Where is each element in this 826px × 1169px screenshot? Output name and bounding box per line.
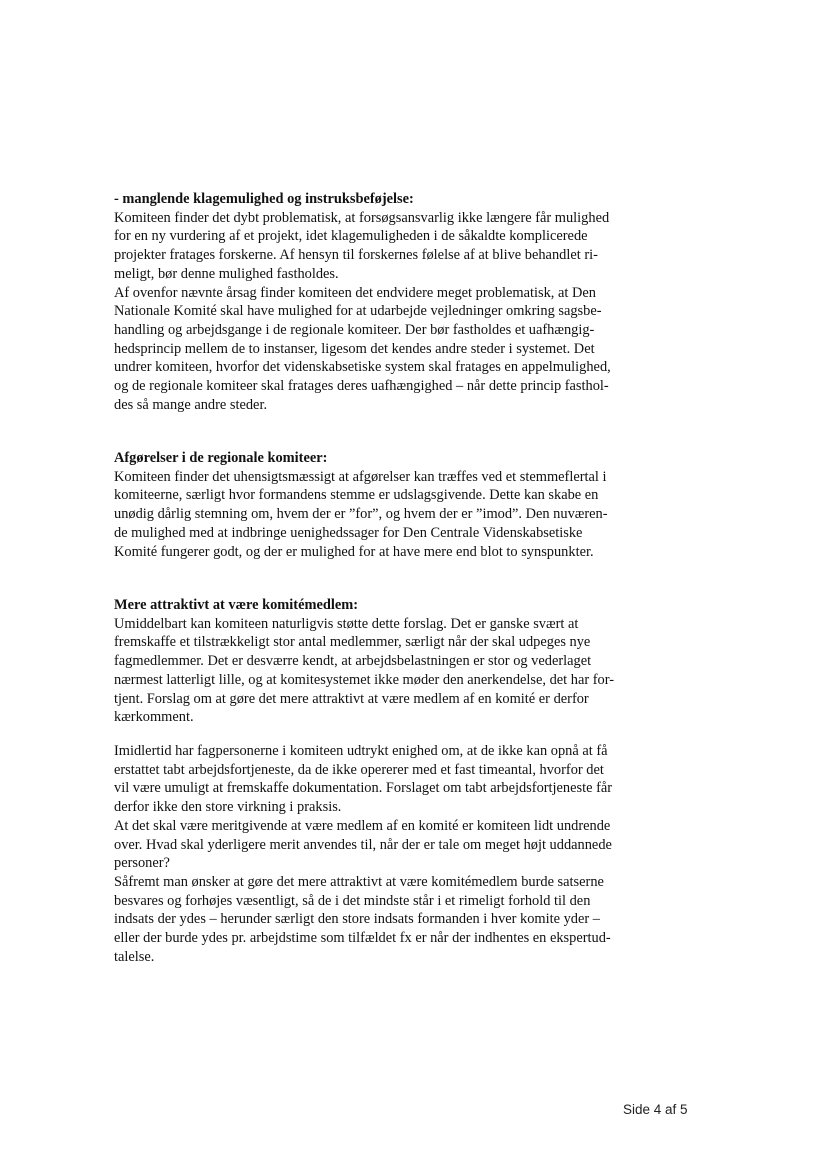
paragraph-line: Såfremt man ønsker at gøre det mere attraktivt at være komitémedlem burde satserne [114, 873, 604, 890]
paragraph-line: tjent. Forslag om at gøre det mere attraktivt at være medlem af en komité er derfor [114, 690, 589, 707]
paragraph-line: Imidlertid har fagpersonerne i komiteen udtrykt enighed om, at de ikke kan opnå at få [114, 743, 608, 759]
paragraph-line: kærkomment. [114, 709, 194, 726]
paragraph-line: for en ny vurdering af et projekt, idet klagemuligheden i de såkaldte komplicerede [114, 228, 588, 245]
paragraph-line: indsats der ydes – herunder særligt den store indsats formanden i hver komite yder – [114, 911, 600, 928]
paragraph-line: meligt, bør denne mulighed fastholdes. [114, 265, 339, 282]
paragraph-line: nærmest latterligt lille, og at komitesystemet ikke møder den anerkendelse, det har for- [114, 671, 615, 688]
section-komitemedlem-continued [114, 742, 619, 966]
paragraph-line: handling og arbejdsgange i de regionale komiteer. Der bør fastholdes et uafhængig- [114, 321, 595, 338]
section-heading: Mere attraktivt at være komitémedlem: [114, 597, 359, 613]
paragraph-line: undrer komiteen, hvorfor det videnskabsetiske system skal fratages en appelmulighed, [114, 359, 611, 376]
paragraph-line: fremskaffe et tilstrækkeligt stor antal medlemmer, særligt når der skal udpeges nye [114, 634, 591, 651]
paragraph-line: Komiteen finder det uhensigtsmæssigt at afgørelser kan træffes ved et stemmeflertal i [114, 468, 607, 485]
paragraph-line: komiteerne, særligt hvor formandens stemme er udslagsgivende. Dette kan skabe en [114, 487, 599, 504]
paragraph-line: Komiteen finder det dybt problematisk, at forsøgsansvarlig ikke længere får mulighed [114, 209, 610, 226]
section-heading: - manglende klagemulighed og instruksbeføjelse: [114, 191, 414, 207]
paragraph-line: eller der burde ydes pr. arbejdstime som tilfældet fx er når der indhentes en ekspertud- [114, 930, 611, 947]
paragraph-line: projekter fratages forskerne. Af hensyn til forskernes følelse af at blive behandlet ri- [114, 247, 598, 264]
paragraph-line: talelse. [114, 948, 155, 965]
paragraph-line: over. Hvad skal yderligere merit anvendes til, når der er tale om meget højt uddannede [114, 836, 612, 853]
paragraph-line: des så mange andre steder. [114, 396, 268, 413]
page-number: Side 4 af 5 [623, 1102, 688, 1117]
paragraph-line: derfor ikke den store virkning i praksis. [114, 799, 342, 816]
paragraph-line: At det skal være meritgivende at være medlem af en komité er komiteen lidt undrende [114, 817, 611, 834]
section-komitemedlem [114, 596, 619, 727]
paragraph-line: hedsprincip mellem de to instanser, ligesom det kendes andre steder i systemet. Det [114, 340, 595, 357]
paragraph-line: de mulighed med at indbringe uenighedssager for Den Centrale Videnskabsetiske [114, 524, 583, 541]
section-afgoerelser [114, 449, 619, 561]
paragraph-line: vil være umuligt at fremskaffe dokumentation. Forslaget om tabt arbejdsfortjeneste får [114, 780, 613, 797]
paragraph-line: Nationale Komité skal have mulighed for at udarbejde vejledninger omkring sagsbe- [114, 303, 602, 320]
section-klagemulighed [114, 190, 619, 414]
paragraph-line: erstattet tabt arbejdsfortjeneste, da de ikke opererer med et fast timeantal, hvorfor det [114, 761, 604, 778]
paragraph-line: unødig dårlig stemning om, hvem der er ”for”, og hvem der er ”imod”. Den nuværen- [114, 506, 608, 523]
paragraph-line: og de regionale komiteer skal fratages deres uafhængighed – når dette princip fasthol- [114, 378, 609, 395]
paragraph-line: Umiddelbart kan komiteen naturligvis støtte dette forslag. Det er ganske svært at [114, 615, 579, 632]
paragraph-line: personer? [114, 855, 170, 872]
paragraph-line: besvares og forhøjes væsentligt, så de i det mindste står i et rimeligt forhold til den [114, 892, 591, 909]
paragraph-line: fagmedlemmer. Det er desværre kendt, at arbejdsbelastningen er stor og vederlaget [114, 653, 592, 670]
paragraph-line: Komité fungerer godt, og der er mulighed for at have mere end blot to synspunkter. [114, 543, 594, 560]
paragraph-line: Af ovenfor nævnte årsag finder komiteen det endvidere meget problematisk, at Den [114, 284, 596, 301]
section-heading: Afgørelser i de regionale komiteer: [114, 450, 328, 466]
